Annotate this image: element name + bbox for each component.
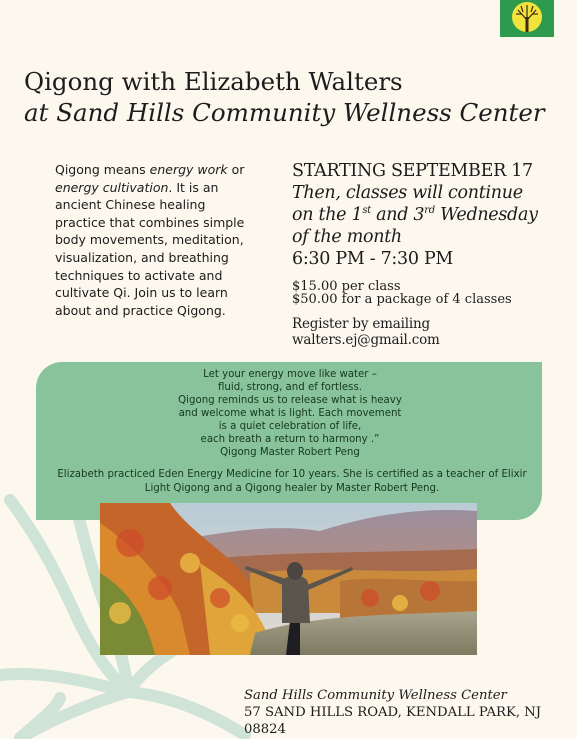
desc-text-2: or [227,162,245,177]
tree-logo-icon [500,0,554,37]
quote-line: fluid, strong, and ef fortless. [218,382,362,393]
street-address: 57 SAND HILLS ROAD, KENDALL PARK, NJ 08824 [244,705,542,737]
cont-part-a: on the 1 [292,205,363,225]
desc-emphasis-2: energy cultivation [55,179,169,195]
class-time: 6:30 PM - 7:30 PM [292,249,454,269]
desc-emphasis-1: energy work [149,162,228,177]
continuation-line-2 [292,204,572,226]
quote-line: is a quiet celebration of life, [218,421,362,432]
quote-line: Qigong reminds us to release what is heavy [178,395,402,406]
cont-part-c: Wednesday [434,205,538,225]
desc-text-1: Qigong means [55,162,150,177]
price-package: $50.00 for a package of 4 classes [292,292,512,307]
autumn-landscape-photo [100,503,477,655]
quote-block [150,368,430,459]
quote-line: and welcome what is light. Each movement [178,408,402,419]
ordinal-2: rd [424,205,435,216]
bio-text: Elizabeth practiced Eden Energy Medicine for 10 years. She is certified as a teacher of Elixir Light Qigong and a Qigong healer by Master Robert Peng. [57,469,527,494]
schedule-block [292,160,572,348]
quote-line: Let your energy move like water – [203,369,377,380]
quote-line: each breath a return to harmony .” [200,434,380,445]
quote-attribution: Qigong Master Robert Peng [220,447,360,458]
price-per-class: $15.00 per class [292,279,401,294]
footer-address [244,687,574,738]
description-paragraph [55,161,245,319]
title-line-2: at Sand Hills Community Wellness Center [24,98,545,127]
page-title [24,66,564,128]
cont-part-b: and 3 [370,205,425,225]
continuation-line-1: Then, classes will continue [292,183,523,203]
start-date: STARTING SEPTEMBER 17 [292,161,533,181]
register-info: Register by emailing walters.ej@gmail.com [292,316,440,348]
ordinal-1: st [362,205,371,216]
desc-text-3: . It is an ancient Chinese healing practice that combines simple body movements, meditation, visualization, and breathing techniques to activate and cultivate Qi. Join us to learn about and practice Qigong. [55,179,245,318]
continuation-line-3: of the month [292,227,402,247]
tree-logo [500,0,554,37]
center-name: Sand Hills Community Wellness Center [244,688,507,703]
title-line-1: Qigong with Elizabeth Walters [24,67,403,96]
